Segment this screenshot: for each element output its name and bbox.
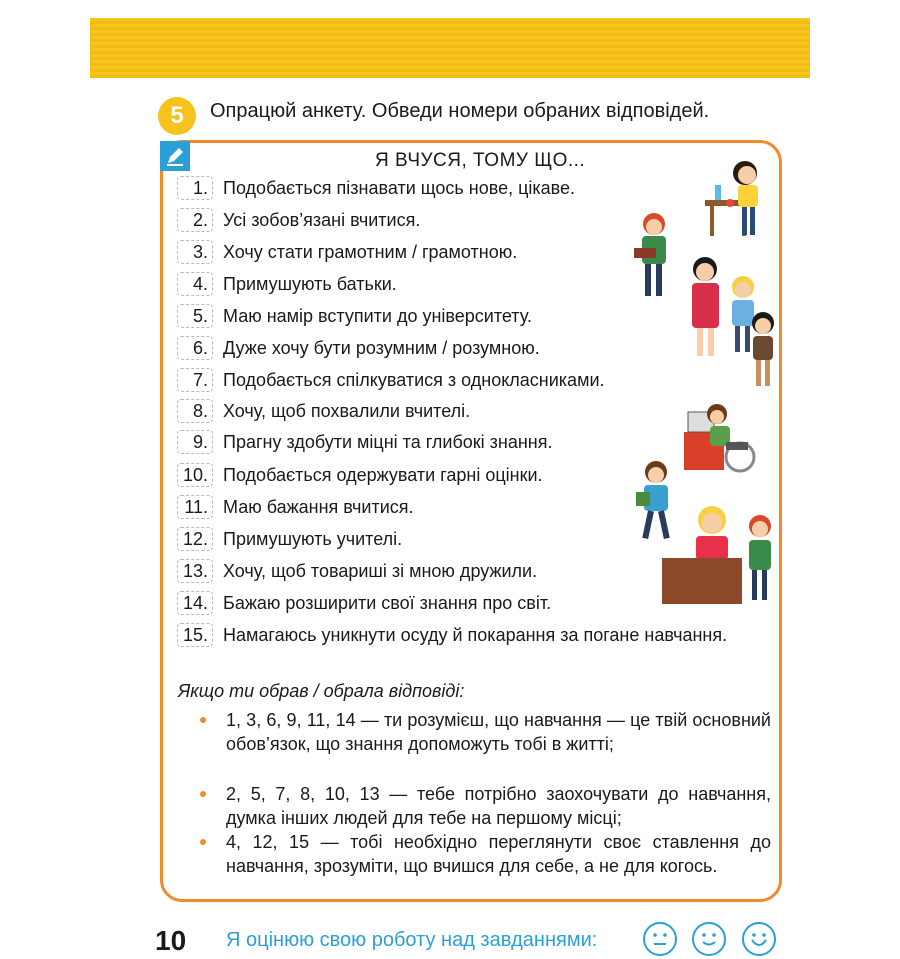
item-text: Дуже хочу бути розумним / розумною. bbox=[223, 338, 540, 358]
boy-at-computer-illustration bbox=[682, 402, 762, 474]
task-number-badge: 5 bbox=[158, 97, 196, 135]
item-text: Бажаю розширити свої знання про світ. bbox=[223, 593, 552, 613]
item-text: Примушують учителі. bbox=[223, 529, 403, 549]
result-bullet bbox=[200, 830, 770, 902]
survey-item[interactable] bbox=[177, 527, 402, 553]
item-text: Подобається спілкуватися з однокласниками. bbox=[223, 370, 605, 390]
teacher-and-kids-illustration bbox=[685, 255, 780, 390]
result-bullet bbox=[200, 782, 770, 830]
item-text: Хочу стати грамотним / грамотною. bbox=[223, 242, 518, 262]
bullet-dot-icon bbox=[200, 839, 206, 845]
item-number[interactable]: 3. bbox=[177, 240, 213, 264]
page-number: 10 bbox=[155, 925, 187, 956]
item-number[interactable]: 5. bbox=[177, 304, 213, 328]
item-text: Намагаюсь уникнути осуду й покарання за погане навчання. bbox=[223, 625, 728, 645]
survey-title: Я ВЧУСЯ, ТОМУ ЩО... bbox=[375, 150, 586, 171]
item-number[interactable]: 7. bbox=[177, 368, 213, 392]
item-text: Подобається одержувати гарні оцінки. bbox=[223, 465, 543, 485]
boy-with-book-illustration bbox=[630, 212, 678, 302]
survey-item[interactable] bbox=[177, 368, 605, 394]
item-number[interactable]: 14. bbox=[177, 591, 213, 615]
bullet-dot-icon bbox=[200, 791, 206, 797]
bullet-dot-icon bbox=[200, 717, 206, 723]
item-text: Хочу, щоб похвалили вчителі. bbox=[223, 401, 471, 421]
item-text: Подобається пізнавати щось нове, цікаве. bbox=[223, 178, 576, 198]
neutral-face-icon[interactable] bbox=[643, 922, 677, 956]
item-text: Маю намір вступити до університету. bbox=[223, 306, 532, 326]
item-number[interactable]: 4. bbox=[177, 272, 213, 296]
survey-item[interactable] bbox=[177, 208, 420, 234]
bullet-text: 4, 12, 15 — тобі необхідно переглянути своє ставлення до навчання, зрозуміти, що вчишся для себе, а не для когось. bbox=[226, 832, 771, 876]
survey-item[interactable] bbox=[177, 176, 575, 202]
item-number[interactable]: 1. bbox=[177, 176, 213, 200]
self-assessment-label: Я оцінюю свою роботу над завданнями: bbox=[226, 929, 598, 951]
bullet-text: 2, 5, 7, 8, 10, 13 — тебе потрібно заохочувати до навчання, думка інших людей для тебе на першому місці; bbox=[226, 784, 771, 828]
item-number[interactable]: 10. bbox=[177, 463, 213, 487]
item-number[interactable]: 11. bbox=[177, 495, 213, 519]
item-text: Хочу, щоб товариші зі мною дружили. bbox=[223, 561, 538, 581]
item-number[interactable]: 8. bbox=[177, 399, 213, 423]
big-smile-face-icon[interactable] bbox=[742, 922, 776, 956]
item-number[interactable]: 12. bbox=[177, 527, 213, 551]
survey-item[interactable] bbox=[177, 430, 552, 456]
survey-item[interactable] bbox=[177, 623, 753, 673]
survey-item[interactable] bbox=[177, 591, 551, 617]
survey-item[interactable] bbox=[177, 495, 414, 521]
slight-smile-face-icon[interactable] bbox=[692, 922, 726, 956]
item-text: Усі зобов’язані вчитися. bbox=[223, 210, 421, 230]
item-text: Примушують батьки. bbox=[223, 274, 397, 294]
item-number[interactable]: 13. bbox=[177, 559, 213, 583]
survey-item[interactable] bbox=[177, 336, 540, 362]
pencil-icon bbox=[160, 141, 190, 171]
survey-item[interactable] bbox=[177, 240, 517, 266]
bullet-text: 1, 3, 6, 9, 11, 14 — ти розумієш, що навчання — це твій основний обов’язок, що знання допоможуть тобі в житті; bbox=[226, 710, 771, 754]
teacher-at-desk-illustration bbox=[660, 500, 780, 608]
item-number[interactable]: 6. bbox=[177, 336, 213, 360]
survey-item[interactable] bbox=[177, 463, 543, 489]
survey-item[interactable] bbox=[177, 272, 397, 298]
result-bullet bbox=[200, 708, 770, 782]
item-text: Прагну здобути міцні та глибокі знання. bbox=[223, 432, 553, 452]
survey-item[interactable] bbox=[177, 304, 532, 330]
survey-item[interactable] bbox=[177, 399, 470, 425]
item-number[interactable]: 2. bbox=[177, 208, 213, 232]
header-band bbox=[90, 18, 810, 78]
task-instruction: Опрацюй анкету. Обведи номери обраних відповідей. bbox=[210, 100, 710, 122]
item-number[interactable]: 15. bbox=[177, 623, 213, 647]
results-title: Якщо ти обрав / обрала відповіді: bbox=[178, 681, 465, 701]
girl-with-chemistry-illustration bbox=[700, 155, 775, 240]
survey-item[interactable] bbox=[177, 559, 537, 585]
item-number[interactable]: 9. bbox=[177, 430, 213, 454]
item-text: Маю бажання вчитися. bbox=[223, 497, 414, 517]
